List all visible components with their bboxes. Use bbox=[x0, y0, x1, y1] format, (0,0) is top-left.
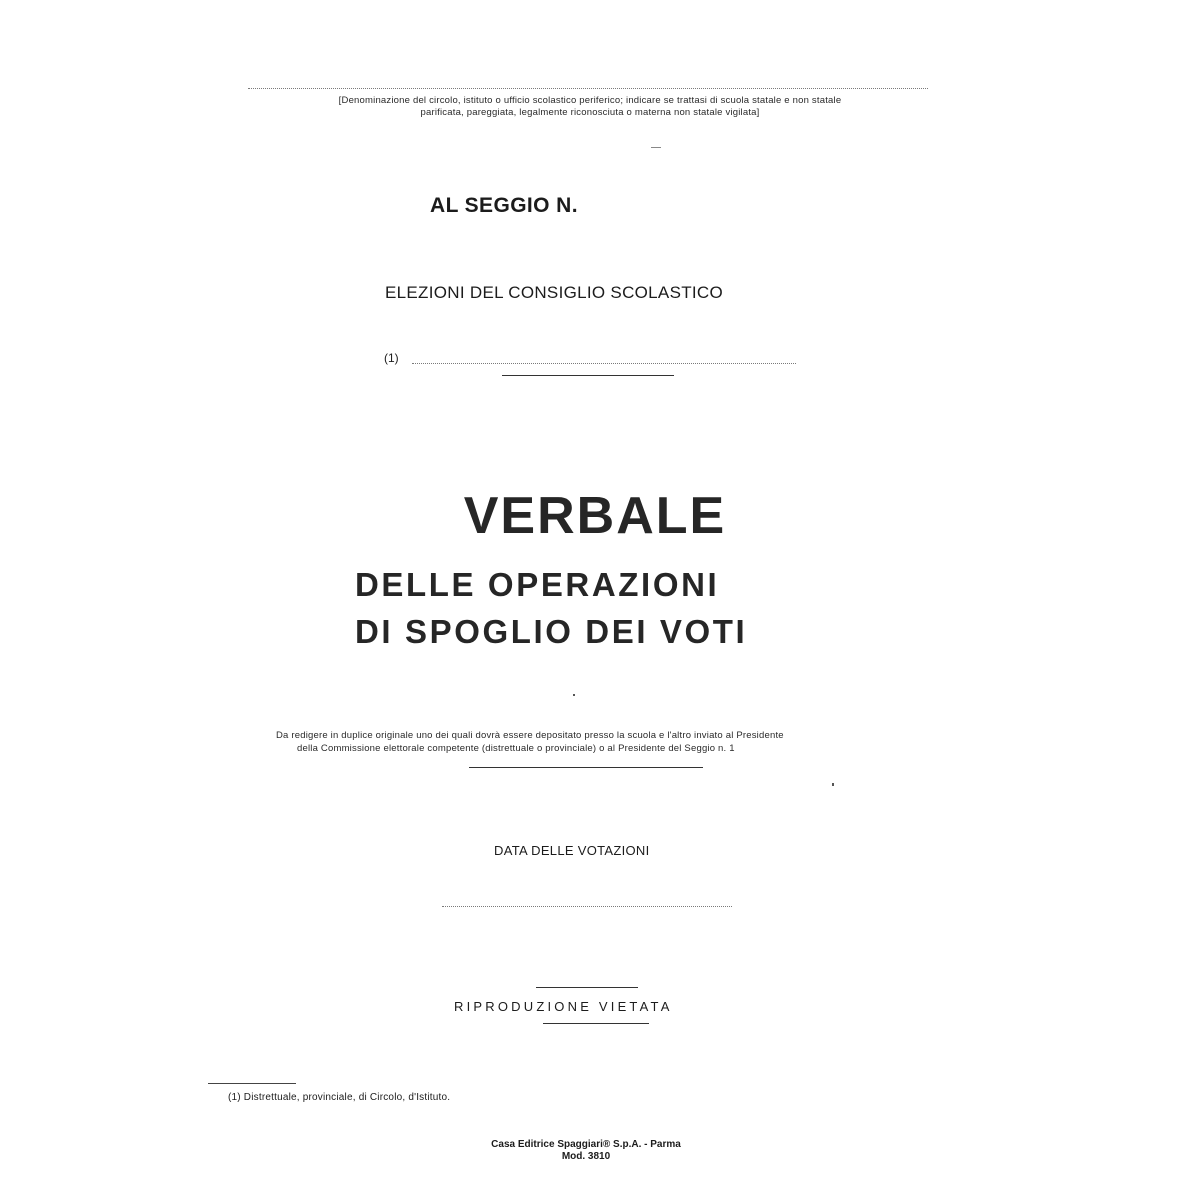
seggio-title: AL SEGGIO N. bbox=[430, 194, 578, 217]
notice-rule-top bbox=[536, 987, 638, 988]
publisher-name: Casa Editrice Spaggiari® S.p.A. - Parma bbox=[491, 1139, 681, 1150]
header-divider bbox=[651, 147, 661, 148]
institution-note bbox=[240, 95, 940, 119]
document-subtitle: DELLE OPERAZIONI bbox=[355, 566, 720, 603]
notice-rule-bottom bbox=[543, 1023, 649, 1024]
institution-note-line: [Denominazione del circolo, istituto o ufficio scolastico periferico; indicare se trattasi di scuola statale e non statale bbox=[338, 95, 842, 106]
section-divider bbox=[502, 375, 674, 376]
voting-date-fill-line bbox=[442, 906, 732, 907]
instructions-line: della Commissione elettorale competente (distrettuale o provinciale) o al Presidente del Seggio n. 1 bbox=[297, 743, 735, 754]
document-title: VERBALE bbox=[463, 487, 727, 545]
scan-speck bbox=[832, 783, 834, 786]
instructions-line: Da redigere in duplice originale uno dei quali dovrà essere depositato presso la scuola e l'altro inviato al Presidente bbox=[276, 730, 784, 741]
footnote-reference: (1) bbox=[384, 351, 399, 365]
institution-note-line: parificata, pareggiata, legalmente riconosciuta o materna non statale vigilata] bbox=[420, 107, 760, 118]
election-title: ELEZIONI DEL CONSIGLIO SCOLASTICO bbox=[385, 283, 724, 302]
section-divider bbox=[469, 767, 703, 768]
footnote-text: (1) Distrettuale, provinciale, di Circolo, d'Istituto. bbox=[228, 1092, 451, 1103]
institution-name-fill-line bbox=[248, 88, 928, 89]
footnote-separator bbox=[208, 1083, 296, 1084]
scan-speck bbox=[573, 694, 575, 696]
council-type-fill-line bbox=[412, 363, 796, 364]
instructions-text bbox=[276, 729, 898, 755]
document-subtitle: DI SPOGLIO DEI VOTI bbox=[355, 613, 748, 650]
publisher-info bbox=[0, 1139, 1172, 1163]
voting-date-label: DATA DELLE VOTAZIONI bbox=[494, 843, 650, 858]
model-number: Mod. 3810 bbox=[561, 1151, 611, 1162]
reproduction-notice: RIPRODUZIONE VIETATA bbox=[454, 999, 673, 1014]
